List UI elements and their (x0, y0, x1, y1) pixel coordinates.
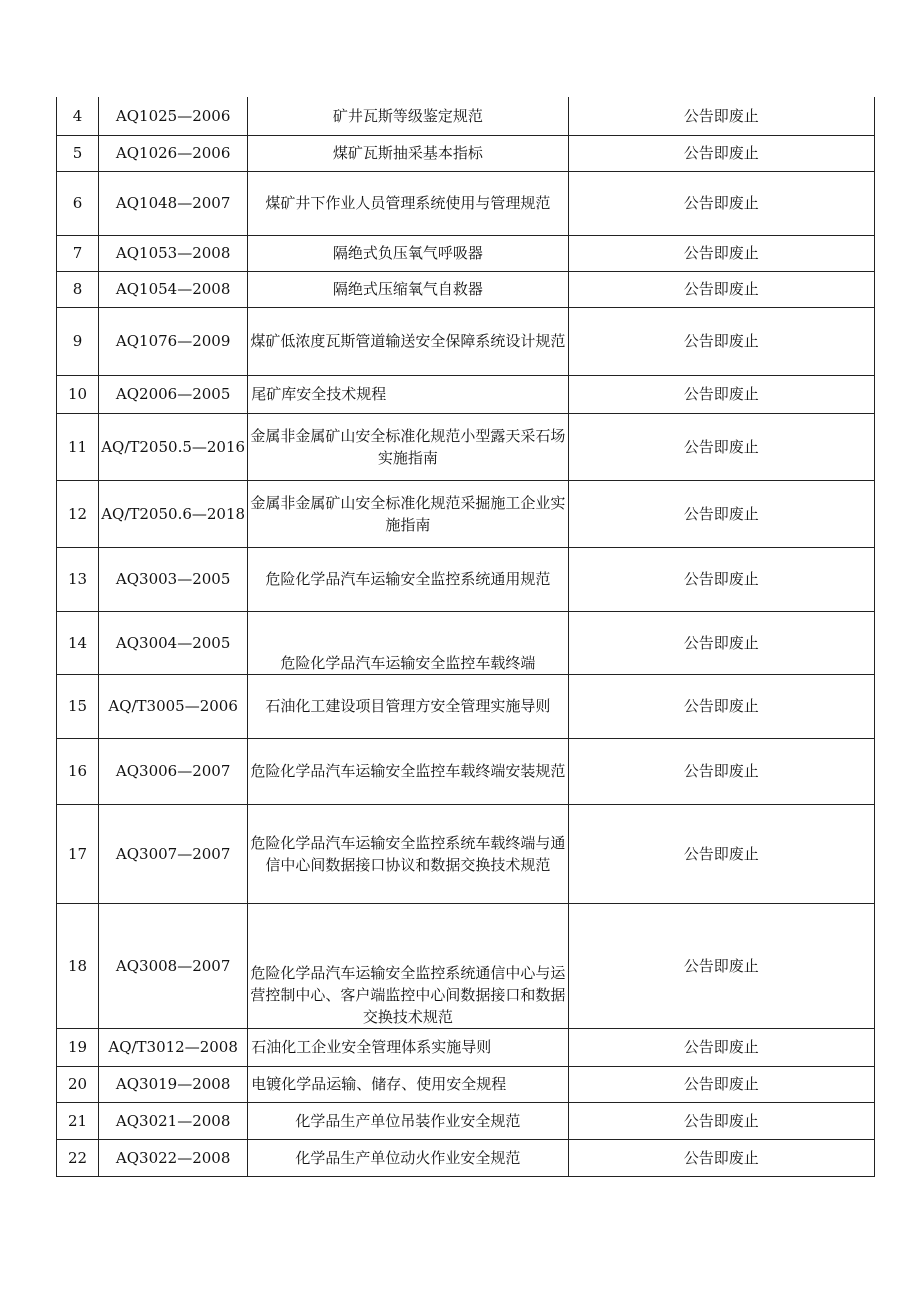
table-row (57, 903, 875, 1028)
standard-code: AQ1053—2008 (99, 235, 248, 271)
standard-name: 危险化学品汽车运输安全监控车载终端 (248, 611, 568, 674)
table-row (57, 547, 875, 611)
standard-name: 危险化学品汽车运输安全监控系统通信中心与运营控制中心、客户端监控中心间数据接口和数据交换技术规范 (248, 903, 568, 1028)
row-index: 5 (57, 135, 99, 171)
standard-code: AQ1076—2009 (99, 307, 248, 375)
standard-name: 矿井瓦斯等级鉴定规范 (248, 97, 568, 135)
row-index: 19 (57, 1028, 99, 1066)
standard-name: 煤矿瓦斯抽采基本指标 (248, 135, 568, 171)
table-row (57, 1102, 875, 1139)
table-row (57, 135, 875, 171)
row-index: 9 (57, 307, 99, 375)
standard-name: 电镀化学品运输、储存、使用安全规程 (248, 1066, 568, 1102)
status: 公告即废止 (568, 674, 874, 738)
standard-code: AQ3021—2008 (99, 1102, 248, 1139)
table-row (57, 413, 875, 480)
standard-code: AQ/T3005—2006 (99, 674, 248, 738)
standard-name: 金属非金属矿山安全标准化规范采掘施工企业实施指南 (248, 480, 568, 547)
row-index: 7 (57, 235, 99, 271)
row-index: 8 (57, 271, 99, 307)
standard-name: 化学品生产单位吊装作业安全规范 (248, 1102, 568, 1139)
standard-name: 危险化学品汽车运输安全监控车载终端安装规范 (248, 738, 568, 804)
table-row (57, 97, 875, 135)
standard-name: 尾矿库安全技术规程 (248, 375, 568, 413)
row-index: 4 (57, 97, 99, 135)
status: 公告即废止 (568, 804, 874, 903)
status: 公告即废止 (568, 1066, 874, 1102)
standard-name: 隔绝式压缩氧气自救器 (248, 271, 568, 307)
status: 公告即废止 (568, 738, 874, 804)
standard-name: 危险化学品汽车运输安全监控系统通用规范 (248, 547, 568, 611)
status: 公告即废止 (568, 1028, 874, 1066)
row-index: 11 (57, 413, 99, 480)
status: 公告即废止 (568, 307, 874, 375)
row-index: 12 (57, 480, 99, 547)
status: 公告即废止 (568, 375, 874, 413)
status: 公告即废止 (568, 1139, 874, 1176)
table-row (57, 1139, 875, 1176)
table-row (57, 611, 875, 674)
status: 公告即废止 (568, 480, 874, 547)
standard-code: AQ/T3012—2008 (99, 1028, 248, 1066)
standard-code: AQ1054—2008 (99, 271, 248, 307)
table-row (57, 804, 875, 903)
table-row (57, 171, 875, 235)
status: 公告即废止 (568, 235, 874, 271)
status: 公告即废止 (568, 1102, 874, 1139)
status: 公告即废止 (568, 97, 874, 135)
standard-name: 煤矿低浓度瓦斯管道输送安全保障系统设计规范 (248, 307, 568, 375)
standard-name: 危险化学品汽车运输安全监控系统车载终端与通信中心间数据接口协议和数据交换技术规范 (248, 804, 568, 903)
table-row (57, 375, 875, 413)
row-index: 18 (57, 903, 99, 1028)
table-row (57, 307, 875, 375)
standard-name: 金属非金属矿山安全标准化规范小型露天采石场实施指南 (248, 413, 568, 480)
standard-code: AQ1048—2007 (99, 171, 248, 235)
table-row (57, 235, 875, 271)
row-index: 16 (57, 738, 99, 804)
standard-code: AQ3006—2007 (99, 738, 248, 804)
row-index: 17 (57, 804, 99, 903)
row-index: 15 (57, 674, 99, 738)
standard-code: AQ2006—2005 (99, 375, 248, 413)
row-index: 10 (57, 375, 99, 413)
status: 公告即废止 (568, 611, 874, 674)
row-index: 13 (57, 547, 99, 611)
standard-name: 煤矿井下作业人员管理系统使用与管理规范 (248, 171, 568, 235)
status: 公告即废止 (568, 903, 874, 1028)
row-index: 21 (57, 1102, 99, 1139)
row-index: 22 (57, 1139, 99, 1176)
standard-code: AQ1025—2006 (99, 97, 248, 135)
standard-code: AQ3007—2007 (99, 804, 248, 903)
standard-code: AQ/T2050.5—2016 (99, 413, 248, 480)
standard-name: 石油化工企业安全管理体系实施导则 (248, 1028, 568, 1066)
table-row (57, 1066, 875, 1102)
table-row (57, 1028, 875, 1066)
standard-name: 化学品生产单位动火作业安全规范 (248, 1139, 568, 1176)
standard-code: AQ1026—2006 (99, 135, 248, 171)
standard-code: AQ3019—2008 (99, 1066, 248, 1102)
standard-code: AQ3008—2007 (99, 903, 248, 1028)
status: 公告即废止 (568, 547, 874, 611)
status: 公告即废止 (568, 271, 874, 307)
standards-table (56, 97, 875, 1177)
row-index: 6 (57, 171, 99, 235)
table-row (57, 674, 875, 738)
table-body (57, 97, 875, 1176)
standard-name: 石油化工建设项目管理方安全管理实施导则 (248, 674, 568, 738)
row-index: 14 (57, 611, 99, 674)
standard-name: 隔绝式负压氧气呼吸器 (248, 235, 568, 271)
table-row (57, 271, 875, 307)
standard-code: AQ3004—2005 (99, 611, 248, 674)
status: 公告即废止 (568, 135, 874, 171)
status: 公告即废止 (568, 413, 874, 480)
standard-code: AQ/T2050.6—2018 (99, 480, 248, 547)
table-row (57, 480, 875, 547)
status: 公告即废止 (568, 171, 874, 235)
standard-code: AQ3022—2008 (99, 1139, 248, 1176)
row-index: 20 (57, 1066, 99, 1102)
standard-code: AQ3003—2005 (99, 547, 248, 611)
table-row (57, 738, 875, 804)
